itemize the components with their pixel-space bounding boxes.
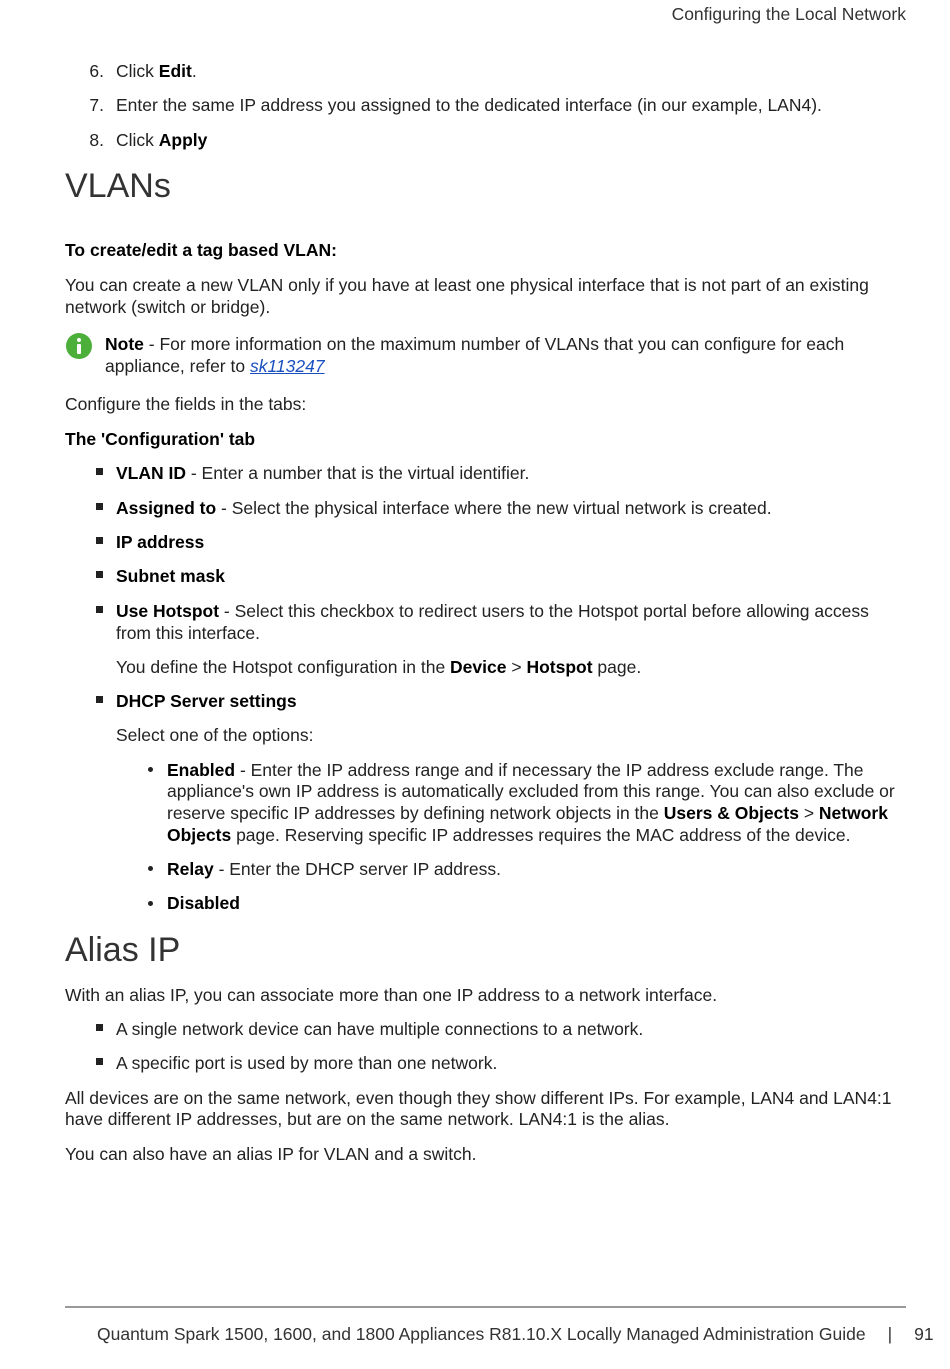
step-6: Click Edit. bbox=[116, 61, 197, 81]
use-hotspot-item: Use Hotspot - Select this checkbox to redirect users to the Hotspot portal before allowing access bbox=[116, 601, 869, 621]
dhcp-server-item: DHCP Server settings bbox=[116, 691, 297, 711]
step-number: 7. bbox=[89, 95, 104, 115]
footer-divider bbox=[65, 1306, 906, 1308]
bullet-square-icon bbox=[96, 503, 103, 510]
alias-ip-heading: Alias IP bbox=[65, 931, 181, 969]
configure-text: Configure the fields in the tabs: bbox=[65, 394, 307, 414]
sk-article-link[interactable]: sk113247 bbox=[249, 356, 325, 376]
vlans-heading: VLANs bbox=[65, 167, 171, 205]
bullet-square-icon bbox=[96, 468, 103, 475]
alias-para1-line1: All devices are on the same network, even though they show different IPs. For example, LAN4 and LAN4:1 bbox=[65, 1088, 892, 1108]
alias-para2: You can also have an alias IP for VLAN and a switch. bbox=[65, 1144, 477, 1164]
bullet-square-icon bbox=[96, 537, 103, 544]
use-hotspot-line2: from this interface. bbox=[116, 623, 260, 643]
alias-para1-line2: have different IP addresses, but are on the same network. LAN4:1 is the alias. bbox=[65, 1109, 670, 1129]
dhcp-enabled-line1: Enabled - Enter the IP address range and if necessary the IP address exclude range. The bbox=[167, 760, 864, 780]
ip-address-item: IP address bbox=[116, 532, 205, 552]
note-line2: appliance, refer to sk113247 bbox=[105, 356, 325, 376]
page-footer bbox=[97, 1323, 934, 1345]
bullet-dot-icon bbox=[148, 901, 153, 906]
running-header: Configuring the Local Network bbox=[671, 4, 906, 24]
assigned-to-item: Assigned to - Select the physical interface where the new virtual network is created. bbox=[116, 498, 772, 518]
footer-separator: | bbox=[887, 1324, 893, 1344]
dhcp-enabled-line2: appliance's own IP address is automatically excluded from this range. You can also exclude or bbox=[167, 781, 895, 801]
bullet-square-icon bbox=[96, 696, 103, 703]
bullet-square-icon bbox=[96, 606, 103, 613]
bullet-square-icon bbox=[96, 1058, 103, 1065]
info-icon bbox=[66, 333, 92, 359]
hotspot-define-text: You define the Hotspot configuration in the Device > Hotspot page. bbox=[116, 657, 642, 677]
configuration-tab-heading: The 'Configuration' tab bbox=[65, 429, 256, 449]
step-8: Click Apply bbox=[116, 130, 208, 150]
step-7: Enter the same IP address you assigned to the dedicated interface (in our example, LAN4). bbox=[116, 95, 822, 115]
step-number: 8. bbox=[89, 130, 104, 150]
step-number: 6. bbox=[89, 61, 104, 81]
guide-title: Quantum Spark 1500, 1600, and 1800 Appliances R81.10.X Locally Managed Administration Guide bbox=[97, 1324, 866, 1344]
vlans-subheading: To create/edit a tag based VLAN: bbox=[65, 240, 337, 260]
bullet-dot-icon bbox=[148, 866, 153, 871]
vlans-intro-line2: network (switch or bridge). bbox=[65, 297, 271, 317]
dhcp-disabled-item: Disabled bbox=[167, 893, 240, 913]
alias-bullet: A single network device can have multiple connections to a network. bbox=[116, 1019, 644, 1039]
dhcp-select-text: Select one of the options: bbox=[116, 725, 314, 745]
dhcp-enabled-line4: Objects page. Reserving specific IP addresses requires the MAC address of the device. bbox=[167, 825, 851, 845]
bullet-square-icon bbox=[96, 1024, 103, 1031]
page-number: 91 bbox=[914, 1324, 934, 1344]
note-line1: Note - For more information on the maximum number of VLANs that you can configure for each bbox=[105, 334, 845, 354]
bullet-dot-icon bbox=[148, 767, 153, 772]
alias-bullet: A specific port is used by more than one network. bbox=[116, 1053, 498, 1073]
bullet-square-icon bbox=[96, 571, 103, 578]
subnet-mask-item: Subnet mask bbox=[116, 566, 225, 586]
dhcp-relay-item: Relay - Enter the DHCP server IP address. bbox=[167, 859, 501, 879]
dhcp-enabled-line3: reserve specific IP addresses by defining network objects in the Users & Objects > Network bbox=[167, 803, 888, 823]
vlan-id-item: VLAN ID - Enter a number that is the virtual identifier. bbox=[116, 463, 530, 483]
vlans-intro-line1: You can create a new VLAN only if you have at least one physical interface that is not part of an existing bbox=[65, 275, 869, 295]
alias-intro: With an alias IP, you can associate more than one IP address to a network interface. bbox=[65, 985, 718, 1005]
